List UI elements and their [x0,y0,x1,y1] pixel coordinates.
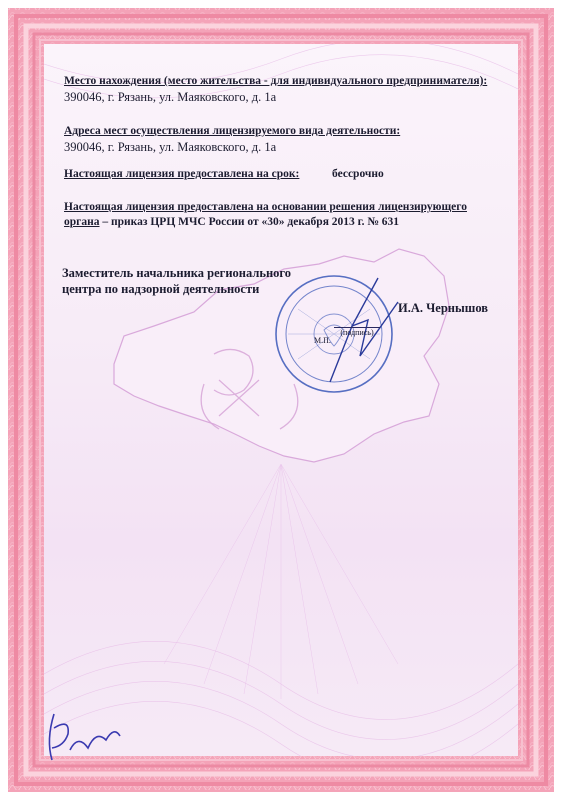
signer-name: И.А. Чернышов [398,301,489,315]
activity-address-heading: Адреса мест осуществления лицензируемого вида деятельности: [64,125,401,137]
document-body [44,44,518,756]
location-value: 390046, г. Рязань, ул. Маяковского, д. 1а [64,90,277,104]
signer-position-line-2: центра по надзорной деятельности [62,282,260,296]
activity-address-value: 390046, г. Рязань, ул. Маяковского, д. 1а [64,140,277,154]
basis-line-2-underlined: органа [64,216,100,228]
basis-line-2 [64,215,399,229]
basis-line-2-rest: – приказ ЦРЦ МЧС России от «30» декабря 2013 г. № 631 [99,216,400,228]
term-heading: Настоящая лицензия предоставлена на срок: [64,168,300,180]
signature-caption: (подпись) [334,327,380,338]
location-heading: Место нахождения (место жительства - для индивидуального предпринимателя): [64,75,488,87]
handwritten-mark [40,704,130,768]
signer-position-line-1: Заместитель начальника регионального [62,266,292,280]
seal-caption: М.П. [314,336,331,345]
basis-line-1: Настоящая лицензия предоставлена на основании решения лицензирующего [64,201,467,213]
term-value: бессрочно [332,168,384,180]
